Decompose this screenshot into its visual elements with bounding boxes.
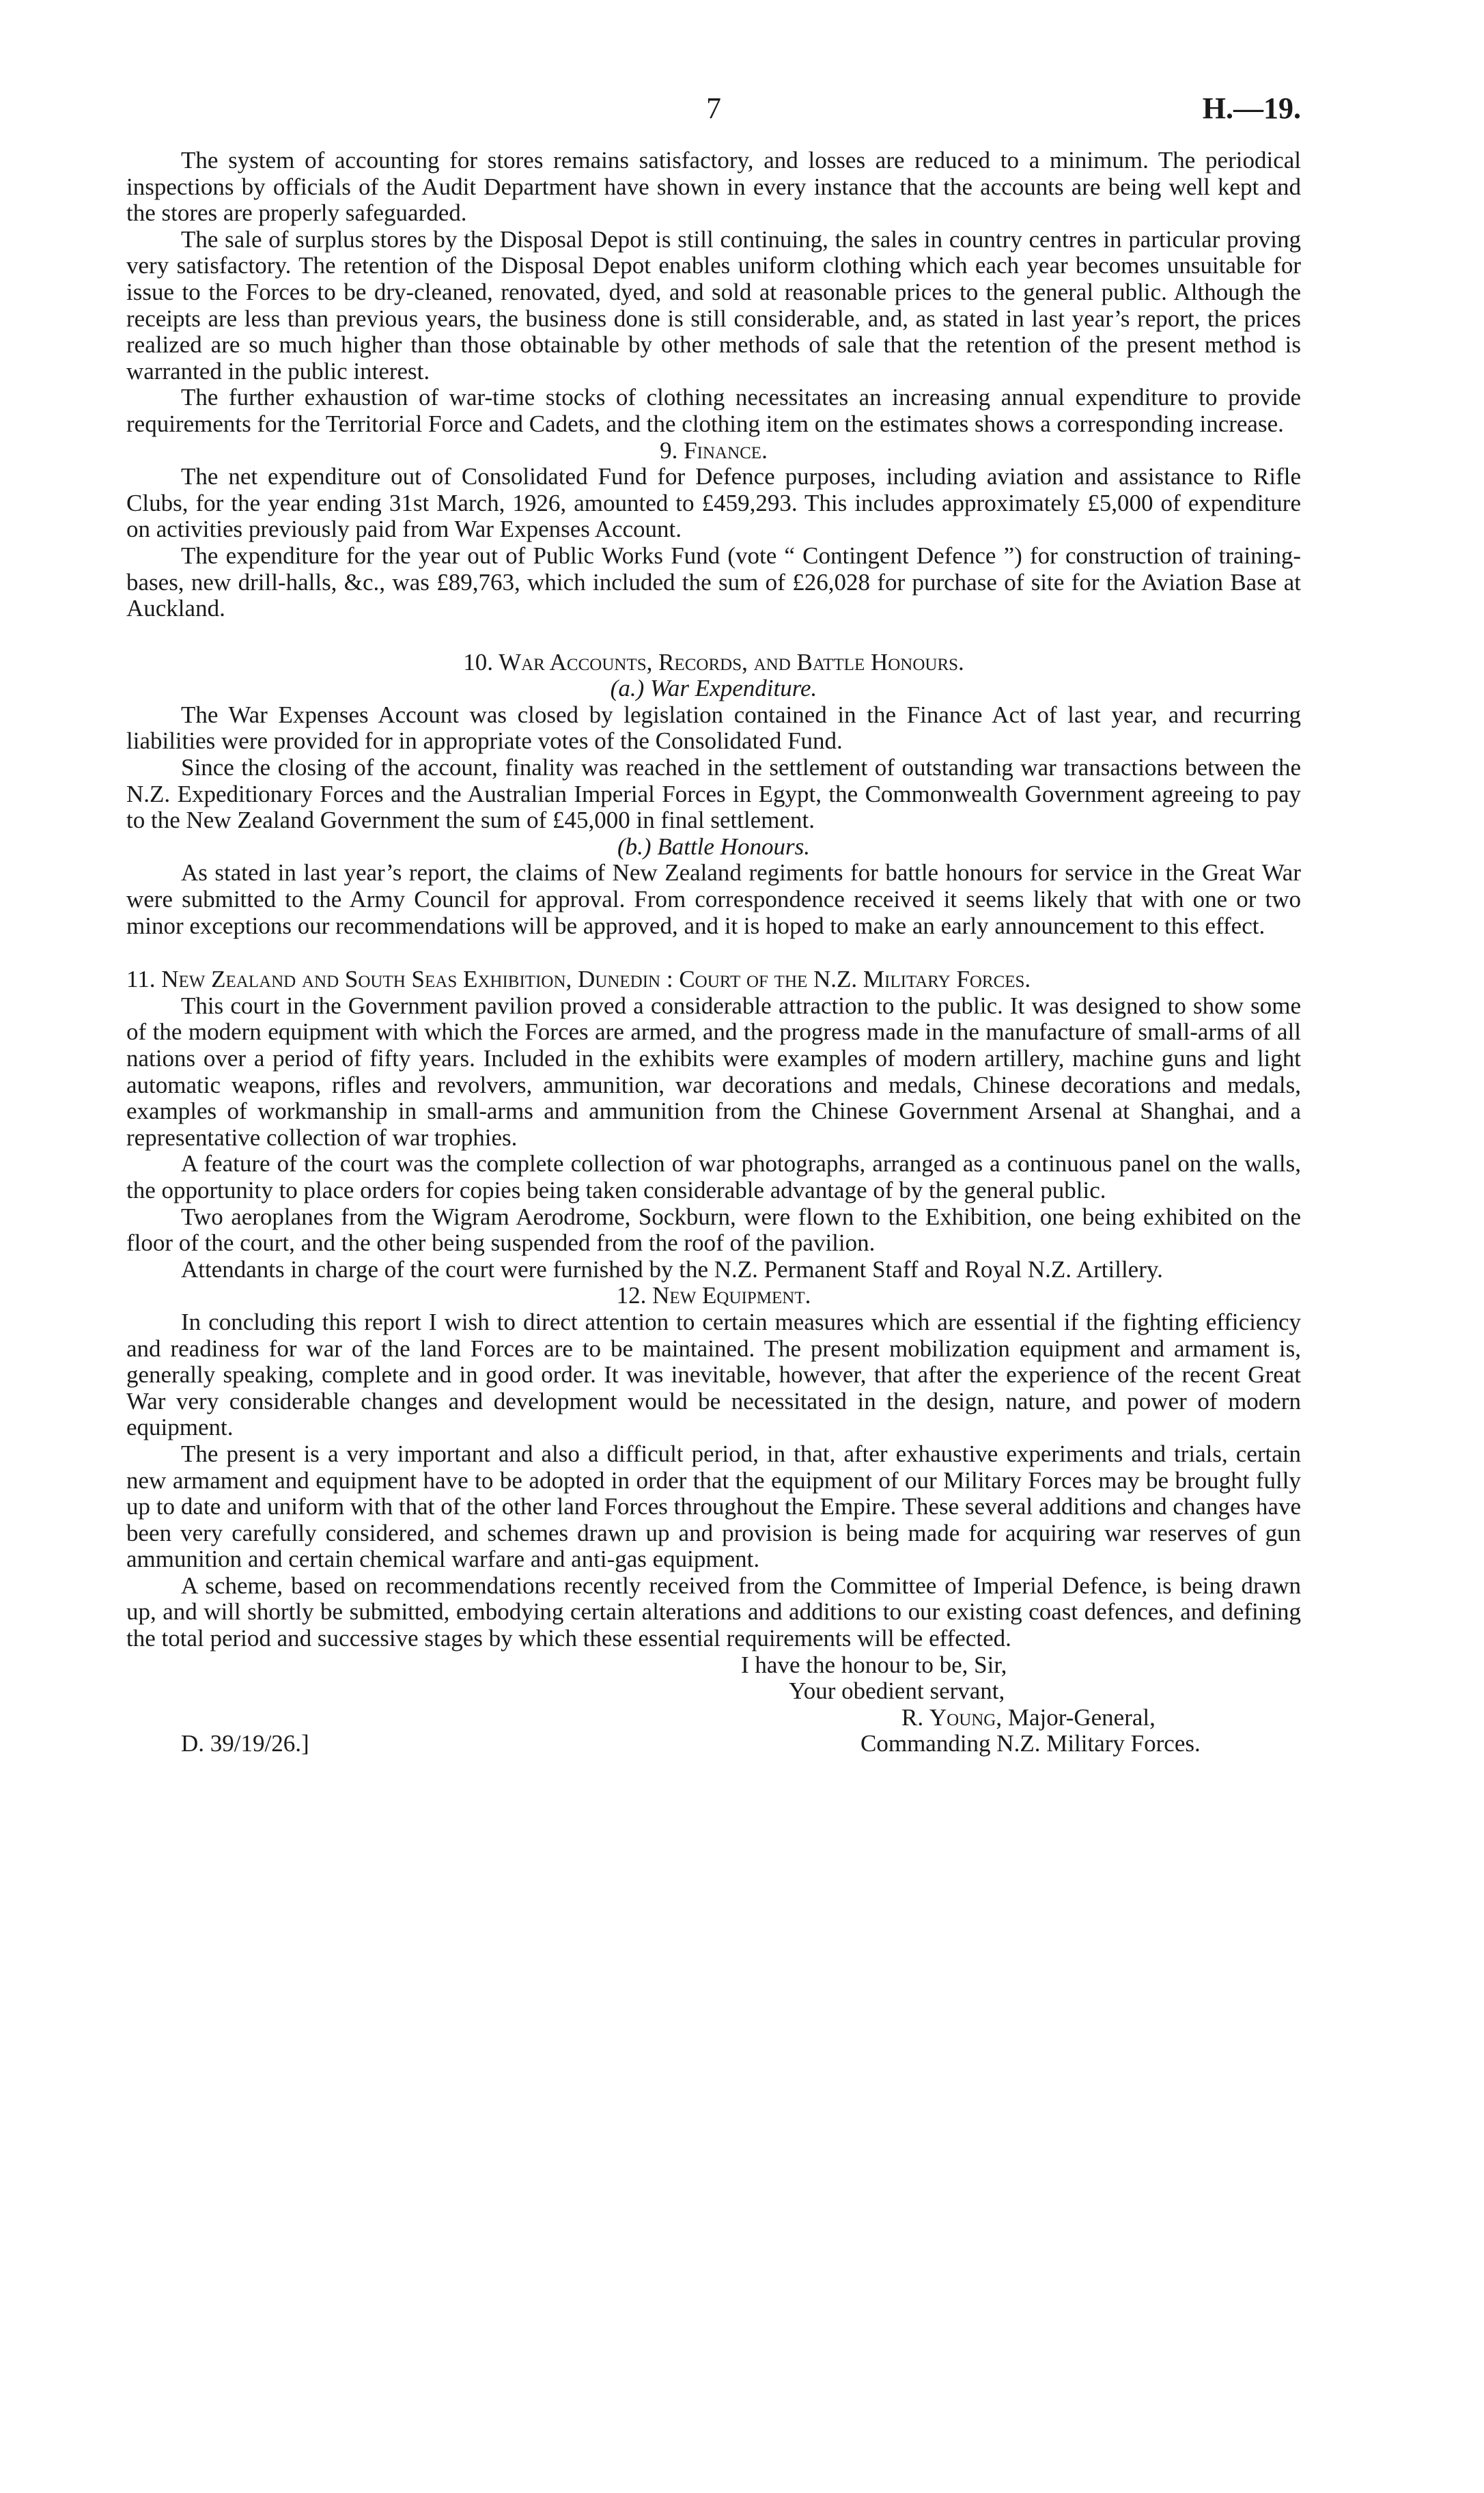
section-heading-exhibition: 11. New Zealand and South Seas Exhibition, Dunedin : Court of the N.Z. Military Forces. xyxy=(126,966,1031,993)
file-reference: D. 39/19/26.] xyxy=(181,1730,309,1757)
signatory-rank: , Major-General, xyxy=(996,1703,1156,1731)
document-reference: H.—19. xyxy=(1202,92,1301,125)
paragraph: Two aeroplanes from the Wigram Aerodrome, Sockburn, were flown to the Exhibition, one being exhibited on the floor of the court, and the other being suspended from the roof of the pavilion. xyxy=(126,1203,1301,1257)
paragraph: A scheme, based on recommendations recently received from the Committee of Imperial Defence, is being drawn up, and will shortly be submitted, embodying certain alterations and additions to our existing coast defences, and defining the total period and successive stages by which these essential requirements will be effected. xyxy=(126,1572,1301,1652)
subheading-war-expenditure: (a.) War Expenditure. xyxy=(610,675,817,702)
section-heading-equipment: 12. New Equipment. xyxy=(616,1282,811,1309)
page-header xyxy=(126,92,1301,141)
paragraph: This court in the Government pavilion proved a considerable attraction to the public. It was designed to show some of the modern equipment with which the Forces are armed, and the progress made in the manufacture of small-arms of all nations over a period of fifty years. Included in the exhibits were examples of modern artillery, machine guns and light automatic weapons, rifles and revolvers, ammunition, war decorations and medals, Chinese decorations and medals, examples of workmanship in small-arms and ammunition from the Chinese Government Arsenal at Shanghai, and a representative collection of war trophies. xyxy=(126,992,1301,1151)
paragraph: As stated in last year’s report, the claims of New Zealand regiments for battle honours for service in the Great War were submitted to the Army Council for approval. From correspondence received it seems likely that with one or two minor exceptions our recommendations will be approved, and it is hoped to make an early announcement to this effect. xyxy=(126,859,1301,939)
signatory-initial: R. xyxy=(901,1703,929,1731)
paragraph: A feature of the court was the complete collection of war photographs, arranged as a continuous panel on the walls, the opportunity to place orders for copies being taken considerable advantage of by the general public. xyxy=(126,1150,1301,1203)
signatory-name: Young xyxy=(929,1703,996,1731)
paragraph: The system of accounting for stores remains satisfactory, and losses are reduced to a minimum. The periodical inspections by officials of the Audit Department have shown in every instance that the accounts are being well kept and the stores are properly safeguarded. xyxy=(126,147,1301,227)
document-page xyxy=(126,92,1301,1758)
paragraph: Attendants in charge of the court were furnished by the N.Z. Permanent Staff and Royal N.Z. Artillery. xyxy=(181,1255,1163,1283)
paragraph: In concluding this report I wish to direct attention to certain measures which are essential if the fighting efficiency and readiness for war of the land Forces are to be maintained. The present mobilization equipment and armament is, generally speaking, complete and in good order. It was inevitable, however, that after the experience of the recent Great War very considerable changes and development would be necessitated in the design, nature, and power of modern equipment. xyxy=(126,1308,1301,1441)
subheading-battle-honours: (b.) Battle Honours. xyxy=(617,833,810,860)
section-heading-finance: 9. Finance. xyxy=(660,436,768,464)
section-heading-war-accounts: 10. War Accounts, Records, and Battle Honours. xyxy=(463,648,964,676)
paragraph: The present is a very important and also a difficult period, in that, after exhaustive experiments and trials, certain new armament and equipment have to be adopted in order that the equipment of our Military Forces may be brought fully up to date and uniform with that of the other land Forces throughout the Empire. These several additions and changes have been very carefully considered, and schemes drawn up and provision is being made for acquiring war reserves of gun ammunition and certain chemical warfare and anti-gas equipment. xyxy=(126,1440,1301,1573)
closing-line: Your obedient servant, xyxy=(789,1677,1005,1705)
paragraph: Since the closing of the account, finality was reached in the settlement of outstanding war transactions between the N.Z. Expeditionary Forces and the Australian Imperial Forces in Egypt, the Commonwealth Government agreeing to pay to the New Zealand Government the sum of £45,000 in final settlement. xyxy=(126,754,1301,834)
paragraph: The sale of surplus stores by the Disposal Depot is still continuing, the sales in country centres in particular proving very satisfactory. The retention of the Disposal Depot enables uniform clothing which each year becomes unsuitable for issue to the Forces to be dry-cleaned, renovated, dyed, and sold at reasonable prices to the general public. Although the receipts are less than previous years, the business done is still considerable, and, as stated in last year’s report, the prices realized are so much higher than those obtainable by other methods of sale that the retention of the present method is warranted in the public interest. xyxy=(126,225,1301,385)
closing-line: I have the honour to be, Sir, xyxy=(741,1651,1007,1678)
paragraph: The net expenditure out of Consolidated Fund for Defence purposes, including aviation and assistance to Rifle Clubs, for the year ending 31st March, 1926, amounted to £459,293. This includes approximately £5,000 of expenditure on activities previously paid from War Expenses Account. xyxy=(126,463,1301,543)
signatory-line xyxy=(741,1705,1301,1731)
closing-block xyxy=(741,1652,1301,1731)
paragraph: The further exhaustion of war-time stocks of clothing necessitates an increasing annual expenditure to provide requirements for the Territorial Force and Cadets, and the clothing item on the estimates shows a corresponding increase. xyxy=(126,384,1301,437)
paragraph: The expenditure for the year out of Public Works Fund (vote “ Contingent Defence ”) for construction of training-bases, new drill-halls, &c., was £89,763, which included the sum of £26,028 for purchase of site for the Aviation Base at Auckland. xyxy=(126,542,1301,622)
footer-row xyxy=(126,1731,1301,1758)
signatory-title: Commanding N.Z. Military Forces. xyxy=(860,1730,1201,1757)
page-number: 7 xyxy=(706,92,721,125)
paragraph: The War Expenses Account was closed by legislation contained in the Finance Act of last year, and recurring liabilities were provided for in appropriate votes of the Consolidated Fund. xyxy=(126,701,1301,755)
